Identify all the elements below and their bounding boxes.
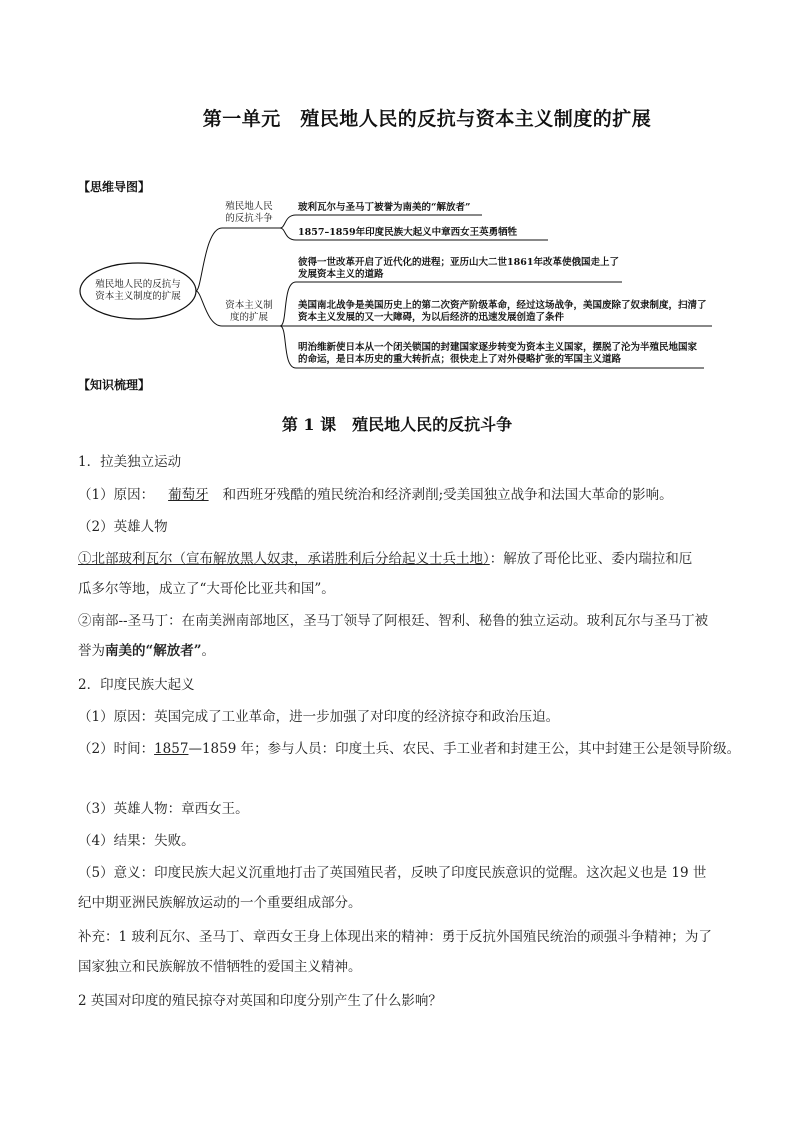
- s1-north-line2: 瓜多尔等地，成立了“大哥伦比亚共和国”。: [78, 581, 335, 597]
- supp-line1: 补充：1 玻利瓦尔、圣马丁、章西女王身上体现出来的精神：勇于反抗外国殖民统治的顽强斗争精神；为了: [78, 929, 712, 945]
- mind-map-connector-lower: [196, 291, 222, 326]
- s1-heroes: （2）英雄人物: [78, 519, 168, 535]
- s2-meaning-line1: （5）意义：印度民族大起义沉重地打击了英国殖民者，反映了印度民族意识的觉醒。这次起义也是 19 世: [78, 865, 707, 881]
- branch2-connector-a: [280, 282, 296, 326]
- s2-cause: （1）原因：英国完成了工业革命，进一步加强了对印度的经济掠夺和政治压迫。: [78, 709, 560, 725]
- s2-time-rest: —1859 年；参与人员：印度土兵、农民、手工业者和封建王公，其中封建王公是领导阶级。: [188, 741, 741, 757]
- knowledge-label: 【知识梳理】: [78, 378, 151, 392]
- s1-south-a: 誉为: [78, 643, 105, 659]
- branch1-item-1: 玻利瓦尔与圣马丁被誉为南美的“解放者”: [298, 202, 471, 213]
- s2-time-prefix: （2）时间：: [78, 741, 155, 757]
- s1-south-line2: [78, 642, 215, 660]
- branch2-label: 资本主义制度的扩展: [225, 300, 273, 323]
- branch2-item-2: 美国南北战争是美国历史上的第二次资产阶级革命，经过这场战争，美国废除了奴隶制度，扫清了资本主义发展的又一大障碍，为以后经济的迅速发展创造了条件: [298, 300, 707, 323]
- lesson-title: 第 1 课 殖民地人民的反抗斗争: [281, 415, 513, 434]
- s2-result: （4）结果：失败。: [78, 833, 195, 849]
- branch1-item-2: 1857–1859年印度民族大起义中章西女王英勇牺牲: [298, 227, 518, 238]
- s1-north-underlined: ①北部玻利瓦尔（宣布解放黑人奴隶，承诺胜利后分给起义士兵土地）: [78, 551, 490, 567]
- s2-heading: 2．印度民族大起义: [78, 677, 195, 693]
- s2-time: [78, 740, 740, 758]
- s2-meaning-line2: 纪中期亚洲民族解放运动的一个重要组成部分。: [78, 895, 362, 911]
- s1-south-liberator: 南美的“解放者”: [105, 643, 202, 659]
- s1-south-line1: ②南部--圣马丁：在南美洲南部地区，圣马丁领导了阿根廷、智利、秘鲁的独立运动。玻利瓦尔与圣马丁被: [78, 613, 709, 629]
- s2-hero: （3）英雄人物：章西女王。: [78, 801, 249, 817]
- branch2-item-1: 彼得一世改革开启了近代化的进程；亚历山大二世1861年改革使俄国走上了发展资本主义的道路: [298, 257, 619, 280]
- supp-question-2: 2 英国对印度的殖民掠夺对英国和印度分别产生了什么影响？: [78, 993, 442, 1009]
- supp-line2: 国家独立和民族解放不惜牺牲的爱国主义精神。: [78, 959, 362, 975]
- mind-map-connector-upper: [196, 228, 222, 291]
- branch1-connector-b: [280, 228, 296, 240]
- s1-north-rest: ：解放了哥伦比亚、委内瑞拉和厄: [489, 551, 693, 567]
- mind-map-label: 【思维导图】: [78, 180, 151, 194]
- s1-heading: 1．拉美独立运动: [78, 454, 182, 470]
- s1-cause: [78, 486, 673, 504]
- s1-north-line1: [78, 550, 692, 568]
- s1-cause-prefix: （1）原因：: [78, 487, 155, 503]
- s1-cause-rest: 和西班牙残酷的殖民统治和经济剥削;受美国独立战争和法国大革命的影响。: [222, 487, 673, 503]
- mind-map-root: 殖民地人民的反抗与资本主义制度的扩展: [95, 279, 181, 302]
- unit-title: 第一单元 殖民地人民的反抗与资本主义制度的扩展: [202, 108, 652, 130]
- branch2-connector-c: [280, 326, 296, 368]
- branch2-item-3: 明治维新使日本从一个闭关锁国的封建国家逐步转变为资本主义国家，摆脱了沦为半殖民地国家的命运，是日本历史的重大转折点；很快走上了对外侵略扩张的军国主义道路: [298, 342, 698, 365]
- branch1-label: 殖民地人民的反抗斗争: [225, 201, 273, 224]
- s2-time-start: 1857: [154, 741, 189, 757]
- s1-south-c: 。: [201, 643, 216, 659]
- branch1-connector-a: [280, 215, 296, 228]
- s1-cause-blank: 葡萄牙: [168, 487, 209, 503]
